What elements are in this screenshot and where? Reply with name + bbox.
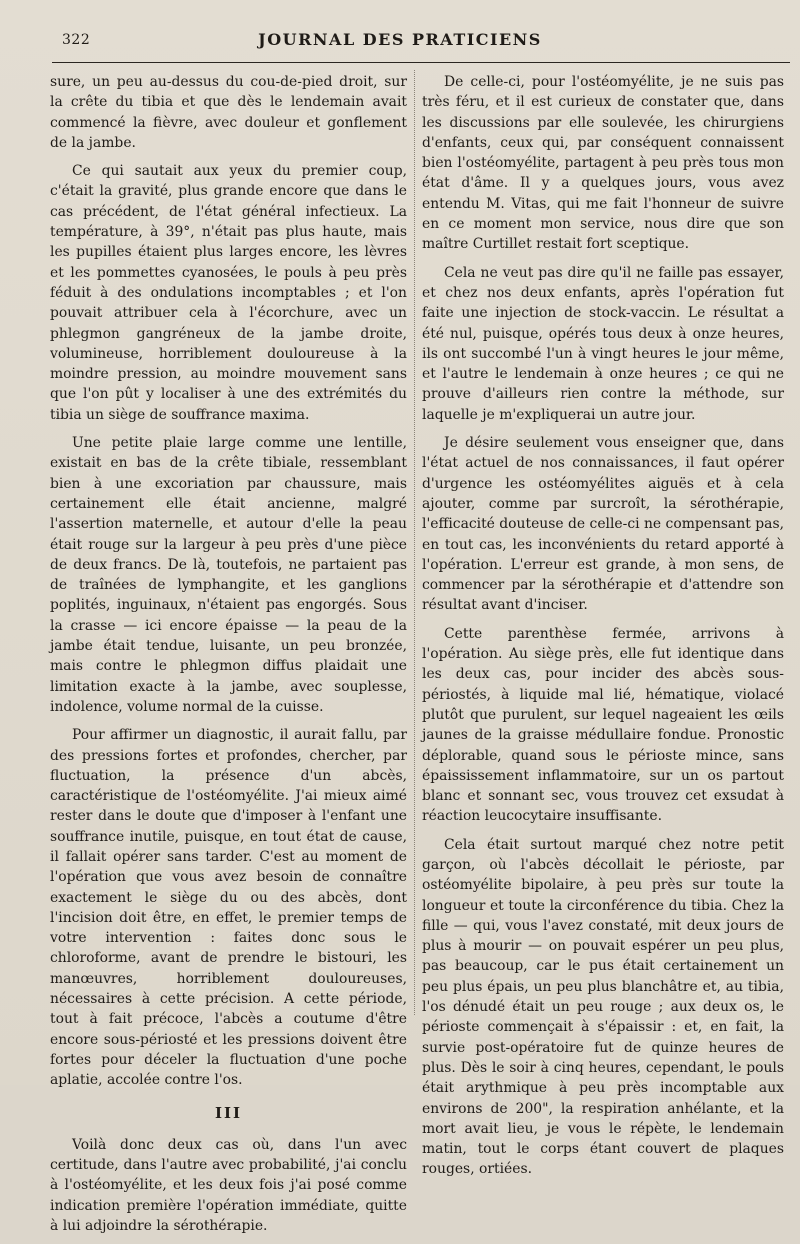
left-column: [50, 72, 407, 1244]
paragraph: Cela ne veut pas dire qu'il ne faille pas essayer, et chez nos deux enfants, après l'opération fut faite une injection de stock-vaccin. Le résultat a été nul, puisque, opérés tous deux à onze heures, ils ont succombé l'un à vingt heures le jour même, et l'autre le lendemain à onze heures ; ce qui ne prouve d'ailleurs rien contre la méthode, sur laquelle je m'expliquerai un autre jour.: [422, 264, 784, 423]
header-rule: [52, 62, 790, 63]
paragraph: Ce qui sautait aux yeux du premier coup, c'était la gravité, plus grande encore que dans le cas précédent, de l'état général infectieux. La température, à 39°, n'était pas plus haute, mais les pupilles étaient plus larges encore, les lèvres et les pommettes cyanosées, le pouls à peu près féduit à des ondulations incomptables ; et l'on pouvait attribuer cela à l'écorchure, avec un phlegmon gangréneux de la jambe droite, volumineuse, horriblement douloureuse à la moindre pression, au moindre mouvement sans que l'on pût y localiser à une des extrémités du tibia un siège de souffrance maxima.: [50, 163, 407, 423]
section-heading: III: [214, 1103, 243, 1122]
paragraph: Je désire seulement vous enseigner que, dans l'état actuel de nos connaissances, il faut opérer d'urgence les ostéomyélites aiguës et à cela ajouter, comme par surcroît, la sérothérapie, l'efficacité douteuse de celle-ci ne compensant pas, en tout cas, les inconvénients du retard apporté à l'opération. L'erreur est grande, à mon sens, de commencer par la sérothérapie et d'attendre son résultat avant d'inciser.: [422, 435, 784, 614]
paragraph: Voilà donc deux cas où, dans l'un avec certitude, dans l'autre avec probabilité, j'ai conclu à l'ostéomyélite, et les deux fois j'ai posé comme indication première l'opération immédiate, quitte à lui adjoindre la sérothérapie.: [50, 1136, 407, 1235]
paragraph: Une petite plaie large comme une lentille, existait en bas de la crête tibiale, ressemblant bien à une excoriation par chaussure, mais certainement elle était ancienne, malgré l'assertion maternelle, et autour d'elle la peau était rouge sur la largeur à peu près d'une pièce de deux francs. De là, toutefois, ne partaient pas de traînées de lymphangite, et les ganglions poplités, inguinaux, n'étaient pas engorgés. Sous la crasse — ici encore épaisse — la peau de la jambe était tendue, luisante, un peu bronzée, mais contre le phlegmon diffus plaidait une limitation exacte à la jambe, avec souplesse, indolence, volume normal de la cuisse.: [50, 435, 407, 715]
paragraph: De celle-ci, pour l'ostéomyélite, je ne suis pas très féru, et il est curieux de constater que, dans les discussions par elle soulevée, les chirurgiens d'enfants, ceux qui, par conséquent connaissent bien l'ostéomyélite, partagent à peu près tous mon état d'âme. Il y a quelques jours, vous avez entendu M. Vitas, qui me fait l'honneur de suivre en ce moment mon service, nous dire que son maître Curtillet restait fort sceptique.: [422, 74, 784, 253]
paragraph: Pour affirmer un diagnostic, il aurait fallu, par des pressions fortes et profondes, chercher, par fluctuation, la présence d'un abcès, caractéristique de l'ostéomyélite. J'ai mieux aimé rester dans le doute que d'imposer à l'enfant une souffrance inutile, puisque, en tout état de cause, il fallait opérer sans tarder. C'est au moment de l'opération que vous avez besoin de connaître exactement le siège du ou des abcès, dont l'incision doit être, en effet, le premier temps de votre intervention : faites donc sous le chloroforme, avant de prendre le bistouri, les manœuvres, horriblement douloureuses, nécessaires à cette précision. A cette période, tout à fait précoce, l'abcès a coutume d'être encore sous-périosté et les pressions doivent être fortes pour déceler la fluctuation d'une poche aplatie, accolée contre l'os.: [50, 727, 407, 1089]
page-number: 322: [62, 32, 91, 48]
running-title: JOURNAL DES PRATICIENS: [258, 30, 542, 49]
column-divider: [414, 70, 415, 1015]
paragraph: Cela était surtout marqué chez notre petit garçon, où l'abcès décollait le périoste, par ostéomyélite bipolaire, à peu près sur toute la longueur et toute la circonférence du tibia. Chez la fille — qui, vous l'avez constaté, mit deux jours de plus à mourir — on pouvait espérer un peu plus, pas beaucoup, car le pus était certainement un peu plus épais, un peu plus blanchâtre et, au tibia, l'os dénudé était un peu rouge ; aux deux os, le périoste commençait à s'épaissir : et, en fait, la survie post-opératoire fut de quinze heures de plus. Dès le soir à cinq heures, cependant, le pouls était arythmique à peu près incomptable aux environs de 200", la respiration anhélante, et la mort avait lieu, je vous le répète, le lendemain matin, tout le corps étant couvert de plaques rouges, ortiées.: [422, 836, 784, 1178]
page-header: [0, 30, 800, 58]
right-column: [422, 72, 784, 1188]
paragraph: sure, un peu au-dessus du cou-de-pied droit, sur la crête du tibia et que dès le lendemain avait commencé la fièvre, avec douleur et gonflement de la jambe.: [50, 74, 407, 151]
paragraph: Cette parenthèse fermée, arrivons à l'opération. Au siège près, elle fut identique dans les deux cas, pour incider des abcès sous-périostés, à liquide mal lié, hématique, violacé plutôt que purulent, sur lequel nageaient les œils jaunes de la graisse médullaire fondue. Pronostic déplorable, quand sous le périoste mince, sans épaississement inflammatoire, sur un os partout blanc et sonnant sec, vous trouvez cet exsudat à réaction leucocytaire insuffisante.: [422, 625, 784, 825]
